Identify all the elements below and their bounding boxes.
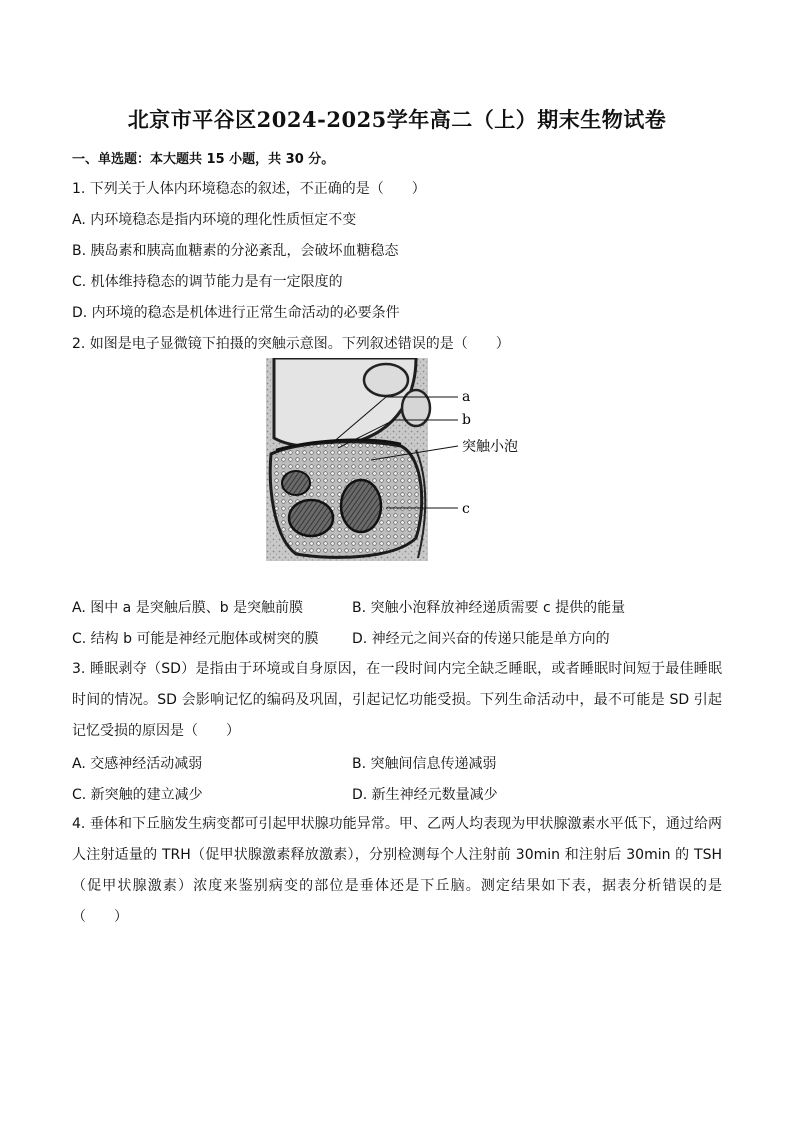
q2-option-a: A. 图中 a 是突触后膜、b 是突触前膜 [72,600,304,616]
q1-option-d: D. 内环境的稳态是机体进行正常生命活动的必要条件 [72,305,400,321]
q1-stem: 1. 下列关于人体内环境稳态的叙述，不正确的是（ ） [72,181,426,197]
figure-label-c: c [462,501,470,517]
page-title: 北京市平谷区2024-2025学年高二（上）期末生物试卷 [127,107,667,132]
q1-option-a: A. 内环境稳态是指内环境的理化性质恒定不变 [72,212,357,228]
figure-label-vesicle: 突触小泡 [462,439,518,455]
q2-option-d: D. 神经元之间兴奋的传递只能是单方向的 [352,631,610,647]
q3-option-d: D. 新生神经元数量减少 [352,787,498,803]
q2-option-c: C. 结构 b 可能是神经元胞体或树突的膜 [72,631,319,647]
synapse-micrograph [266,358,528,561]
small-cell-1 [364,364,408,396]
figure-label-b: b [462,412,471,428]
q1-option-c: C. 机体维持稳态的调节能力是有一定限度的 [72,274,343,290]
figure-label-a: a [462,389,471,405]
mitochondrion-3 [341,480,381,532]
mitochondrion-1 [282,471,310,495]
q2-stem: 2. 如图是电子显微镜下拍摄的突触示意图。下列叙述错误的是（ ） [72,336,510,352]
small-cell-2 [402,390,430,426]
section-heading: 一、单选题：本大题共 15 小题，共 30 分。 [72,152,335,167]
q3-option-c: C. 新突触的建立减少 [72,787,203,803]
mitochondrion-2 [289,500,333,536]
synapse-figure-svg [266,358,528,561]
q3-option-a: A. 交感神经活动减弱 [72,756,203,772]
q2-option-b: B. 突触小泡释放神经递质需要 c 提供的能量 [352,600,626,616]
q4-stem: 4. 垂体和下丘脑发生病变都可引起甲状腺功能异常。甲、乙两人均表现为甲状腺激素水平低下，通过给两人注射适量的 TRH（促甲状腺激素释放激素），分别检测每个人注射前 30min 和注射后 30min 的 TSH（促甲状腺激素）浓度来鉴别病变的部位是垂体还是下丘脑。测定结果如下表，据表分析错误的是（ ） [72,816,722,925]
q1-option-b: B. 胰岛素和胰高血糖素的分泌紊乱，会破坏血糖稳态 [72,243,399,259]
q3-stem: 3. 睡眠剥夺（SD）是指由于环境或自身原因，在一段时间内完全缺乏睡眠，或者睡眠时间短于最佳睡眠时间的情况。SD 会影响记忆的编码及巩固，引起记忆功能受损。下列生命活动中，最不可能是 SD 引起记忆受损的原因是（ ） [72,661,722,739]
q3-option-b: B. 突触间信息传递减弱 [352,756,497,772]
